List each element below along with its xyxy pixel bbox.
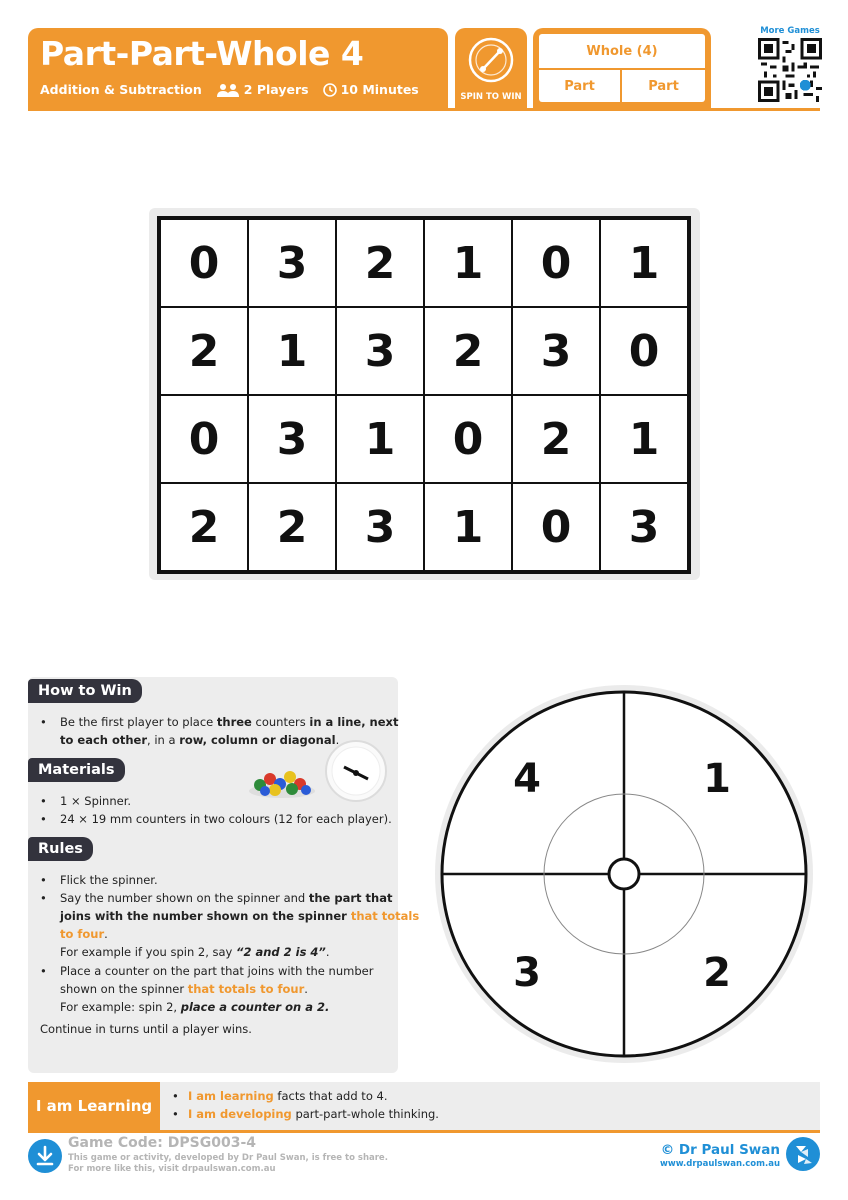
spin-to-win-badge (455, 28, 527, 108)
text: . (325, 945, 330, 959)
text: I am developing (188, 1107, 292, 1121)
spinner-board[interactable] (430, 680, 818, 1068)
board-cell[interactable]: 0 (160, 219, 248, 307)
more-games-label[interactable]: More Games (760, 26, 820, 36)
rule-3-line-1 (40, 962, 374, 980)
instructions-panel (28, 677, 420, 1073)
board-cell[interactable]: 0 (424, 395, 512, 483)
materials-heading: Materials (28, 758, 125, 782)
text: that totals to four (187, 982, 305, 996)
text: the part that (308, 891, 393, 905)
spinner-hub[interactable] (609, 859, 639, 889)
continue-text: Continue in turns until a player wins. (40, 1022, 252, 1036)
text: Say the number shown on the spinner and (60, 891, 309, 905)
spinner-number-top-right: 1 (703, 756, 731, 802)
duration-meta (323, 82, 419, 97)
text: in a line, next (309, 715, 399, 729)
title-bar (28, 28, 448, 108)
brand-logo-icon (786, 1137, 820, 1171)
page-title: Part-Part-Whole 4 (40, 34, 364, 73)
clock-icon (323, 83, 337, 97)
text: joins with the number shown on the spinner (60, 909, 351, 923)
players-label: 2 Players (243, 82, 309, 97)
bullet-dot: • (40, 794, 47, 808)
board-cell[interactable]: 3 (512, 307, 600, 395)
footer-share-note: This game or activity, developed by Dr Paul Swan, is free to share. (68, 1153, 388, 1163)
rule-3-line-2 (60, 980, 308, 998)
spinner-number-bottom-left: 3 (513, 950, 541, 996)
board-cell[interactable]: 0 (512, 483, 600, 571)
text: 1 × Spinner. (60, 794, 132, 808)
learning-goals (160, 1082, 820, 1130)
learning-goal-1 (172, 1087, 388, 1105)
board-cell[interactable]: 3 (248, 395, 336, 483)
text: . (104, 927, 108, 941)
board-cell[interactable]: 1 (600, 219, 688, 307)
text: For example if you spin 2, say (60, 945, 237, 959)
bullet-dot: • (172, 1107, 179, 1121)
text: 24 × 19 mm counters in two colours (12 for each player). (60, 812, 392, 826)
text: row, column or diagonal (179, 733, 336, 747)
materials-item (40, 810, 392, 828)
materials-item (40, 792, 132, 810)
game-meta (40, 82, 419, 97)
board-cell[interactable]: 0 (600, 307, 688, 395)
board-cell[interactable]: 2 (424, 307, 512, 395)
text: Flick the spinner. (60, 873, 158, 887)
board-cell[interactable]: 2 (512, 395, 600, 483)
bullet-dot: • (40, 891, 47, 905)
bullet-dot: • (172, 1089, 179, 1103)
players-meta (216, 82, 309, 97)
rules-heading: Rules (28, 837, 93, 861)
text: counters (251, 715, 310, 729)
board-cell[interactable]: 2 (336, 219, 424, 307)
text: Place a counter on the part that joins with the number (60, 964, 374, 978)
board-cell[interactable]: 1 (336, 395, 424, 483)
part-part-whole-model (533, 28, 711, 108)
board-cell[interactable]: 1 (248, 307, 336, 395)
board-cell[interactable]: 3 (336, 307, 424, 395)
players-icon (216, 83, 240, 97)
board-cell[interactable]: 1 (424, 219, 512, 307)
download-icon[interactable] (28, 1139, 62, 1173)
how-to-win-line-2 (60, 731, 339, 749)
footer-visit-note: For more like this, visit drpaulswan.com.au (68, 1164, 276, 1174)
tangram-icon (786, 1137, 820, 1171)
text: place a counter on a 2. (180, 1000, 330, 1014)
text: that totals (350, 909, 420, 923)
rule-3-example (60, 998, 329, 1016)
ppw-frame (539, 34, 705, 102)
rule-2-example (60, 943, 330, 961)
download-arrow-icon (28, 1139, 62, 1173)
board-cell[interactable]: 3 (248, 219, 336, 307)
board-cell[interactable]: 0 (512, 219, 600, 307)
ppw-part-left: Part (539, 70, 622, 102)
text: part-part-whole thinking. (291, 1107, 439, 1121)
text: I am learning (188, 1089, 274, 1103)
board-cell[interactable]: 2 (160, 307, 248, 395)
text: three (216, 715, 252, 729)
bullet-dot: • (40, 964, 47, 978)
board-cell[interactable]: 3 (600, 483, 688, 571)
learning-goal-2 (172, 1105, 439, 1123)
how-to-win-line-1 (40, 713, 399, 731)
topic-label: Addition & Subtraction (40, 82, 202, 97)
ppw-whole: Whole (4) (539, 34, 705, 70)
bullet-dot: • (40, 812, 47, 826)
header-divider (28, 108, 820, 111)
text: to four (60, 927, 105, 941)
spinner-icon (467, 36, 515, 84)
rule-2-line-3 (60, 925, 108, 943)
website-link[interactable]: www.drpaulswan.com.au (660, 1159, 780, 1169)
spinner-number-bottom-right: 2 (703, 950, 731, 996)
board-cell[interactable]: 2 (160, 483, 248, 571)
board-cell[interactable]: 2 (248, 483, 336, 571)
text: Be the first player to place (60, 715, 217, 729)
counters-icon (246, 763, 318, 801)
text: , in a (147, 733, 180, 747)
copyright: © Dr Paul Swan (660, 1142, 780, 1158)
rule-1 (40, 871, 158, 889)
board-cell[interactable]: 1 (600, 395, 688, 483)
rule-2-line-2 (60, 907, 419, 925)
qr-code-icon[interactable] (758, 38, 822, 102)
board-cell[interactable]: 1 (424, 483, 512, 571)
board-cell[interactable]: 0 (160, 395, 248, 483)
how-to-win-heading: How to Win (28, 679, 142, 703)
rule-2-line-1 (40, 889, 393, 907)
text: to each other (60, 733, 148, 747)
text: facts that add to 4. (273, 1089, 388, 1103)
text: shown on the spinner (60, 982, 188, 996)
duration-label: 10 Minutes (340, 82, 419, 97)
spinner-photo-icon (324, 739, 388, 803)
ppw-part-right: Part (648, 78, 679, 94)
bullet-dot: • (40, 873, 47, 887)
spin-label: SPIN TO WIN (460, 92, 522, 102)
learning-label: I am Learning (28, 1082, 160, 1130)
footer-divider (28, 1130, 820, 1133)
text: “2 and 2 is 4” (236, 945, 326, 959)
game-code: Game Code: DPSG003-4 (68, 1135, 257, 1151)
bullet-dot: • (40, 715, 47, 729)
text: . (304, 982, 308, 996)
spinner-number-top-left: 4 (513, 756, 541, 802)
board-cell[interactable]: 3 (336, 483, 424, 571)
game-board (157, 216, 691, 574)
text: For example: spin 2, (60, 1000, 181, 1014)
text: . (335, 733, 340, 747)
